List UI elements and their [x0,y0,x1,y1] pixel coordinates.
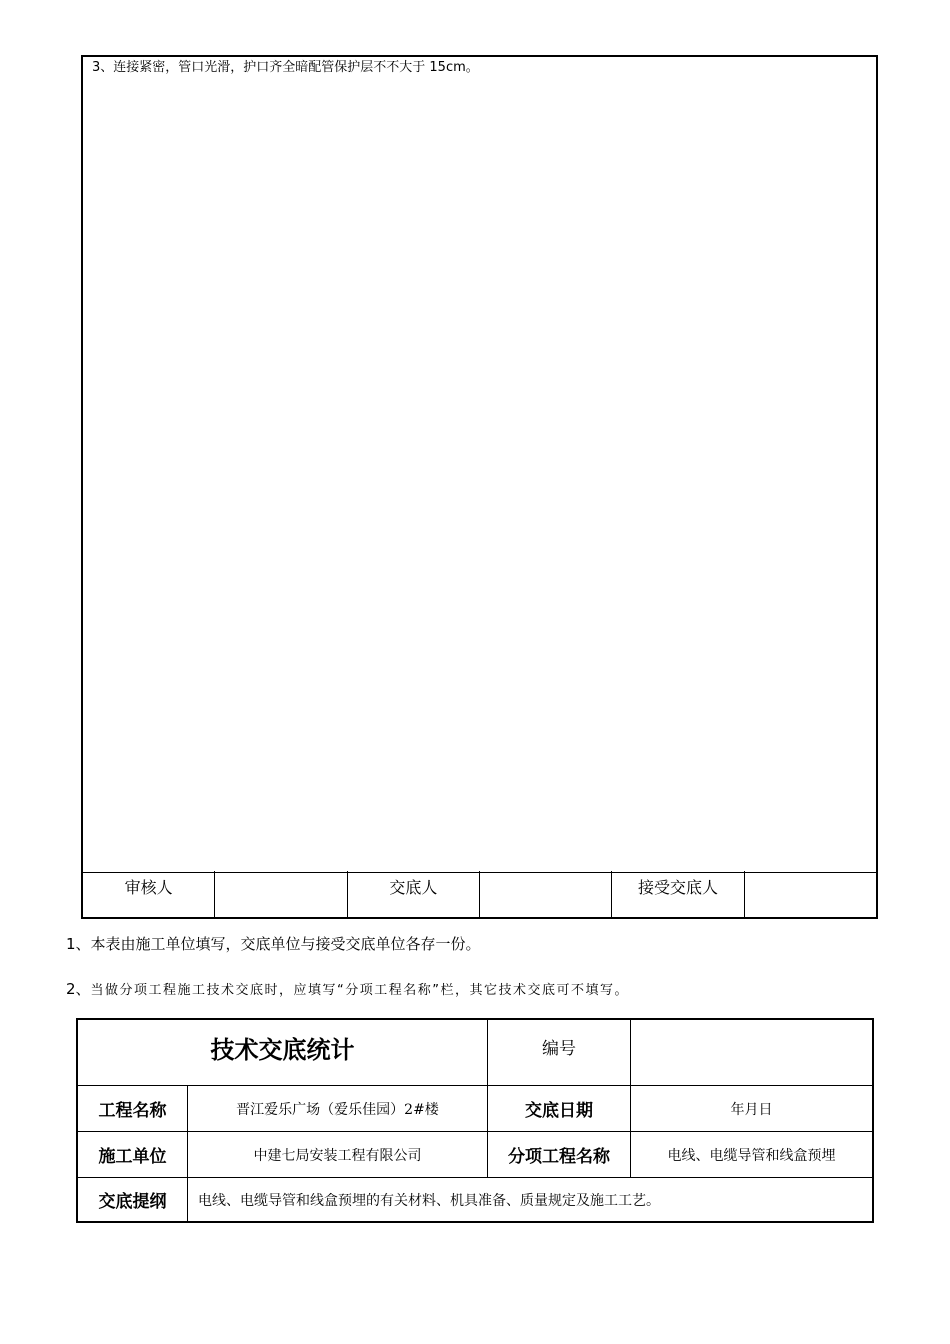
note-2-number: 2、 [66,980,91,998]
reviewer-signature-field[interactable] [215,871,347,917]
content-line-3: 3、连接紧密，管口光滑，护口齐全暗配管保护层不不大于 15cm。 [92,60,479,75]
table-title: 技术交底统计 [78,1020,488,1086]
disclosure-content-table [81,55,878,919]
date-value[interactable]: 年月日 [631,1086,872,1132]
receiver-signature-field[interactable] [745,871,876,917]
summary-label: 交底提纲 [78,1178,188,1221]
summary-value[interactable]: 电线、电缆导管和线盒预埋的有关材料、机具准备、质量规定及施工工艺。 [198,1192,660,1209]
contractor-label: 施工单位 [78,1132,188,1178]
project-name-label: 工程名称 [78,1086,188,1132]
receiver-label: 接受交底人 [612,871,744,917]
note-2-text: 当做分项工程施工技术交底时，应填写“分项工程名称”栏，其它技术交底可不填写。 [90,983,630,998]
date-label: 交底日期 [488,1086,631,1132]
disclosure-content-area [83,57,876,873]
project-name-value[interactable]: 晋江爱乐广场（爱乐佳园）2#楼 [188,1086,488,1132]
discloser-label: 交底人 [348,871,480,917]
note-2 [66,978,629,999]
reviewer-label: 审核人 [83,871,215,917]
subproject-value[interactable]: 电线、电缆导管和线盒预埋 [631,1132,872,1178]
contractor-value[interactable]: 中建七局安装工程有限公司 [188,1132,488,1178]
note-1: 1、本表由施工单位填写，交底单位与接受交底单位各存一份。 [66,935,481,953]
signature-row [83,871,876,917]
subproject-label: 分项工程名称 [488,1132,631,1178]
disclosure-record-table [76,1018,874,1223]
number-field[interactable] [631,1020,872,1086]
discloser-signature-field[interactable] [480,871,612,917]
number-label: 编号 [488,1020,631,1086]
